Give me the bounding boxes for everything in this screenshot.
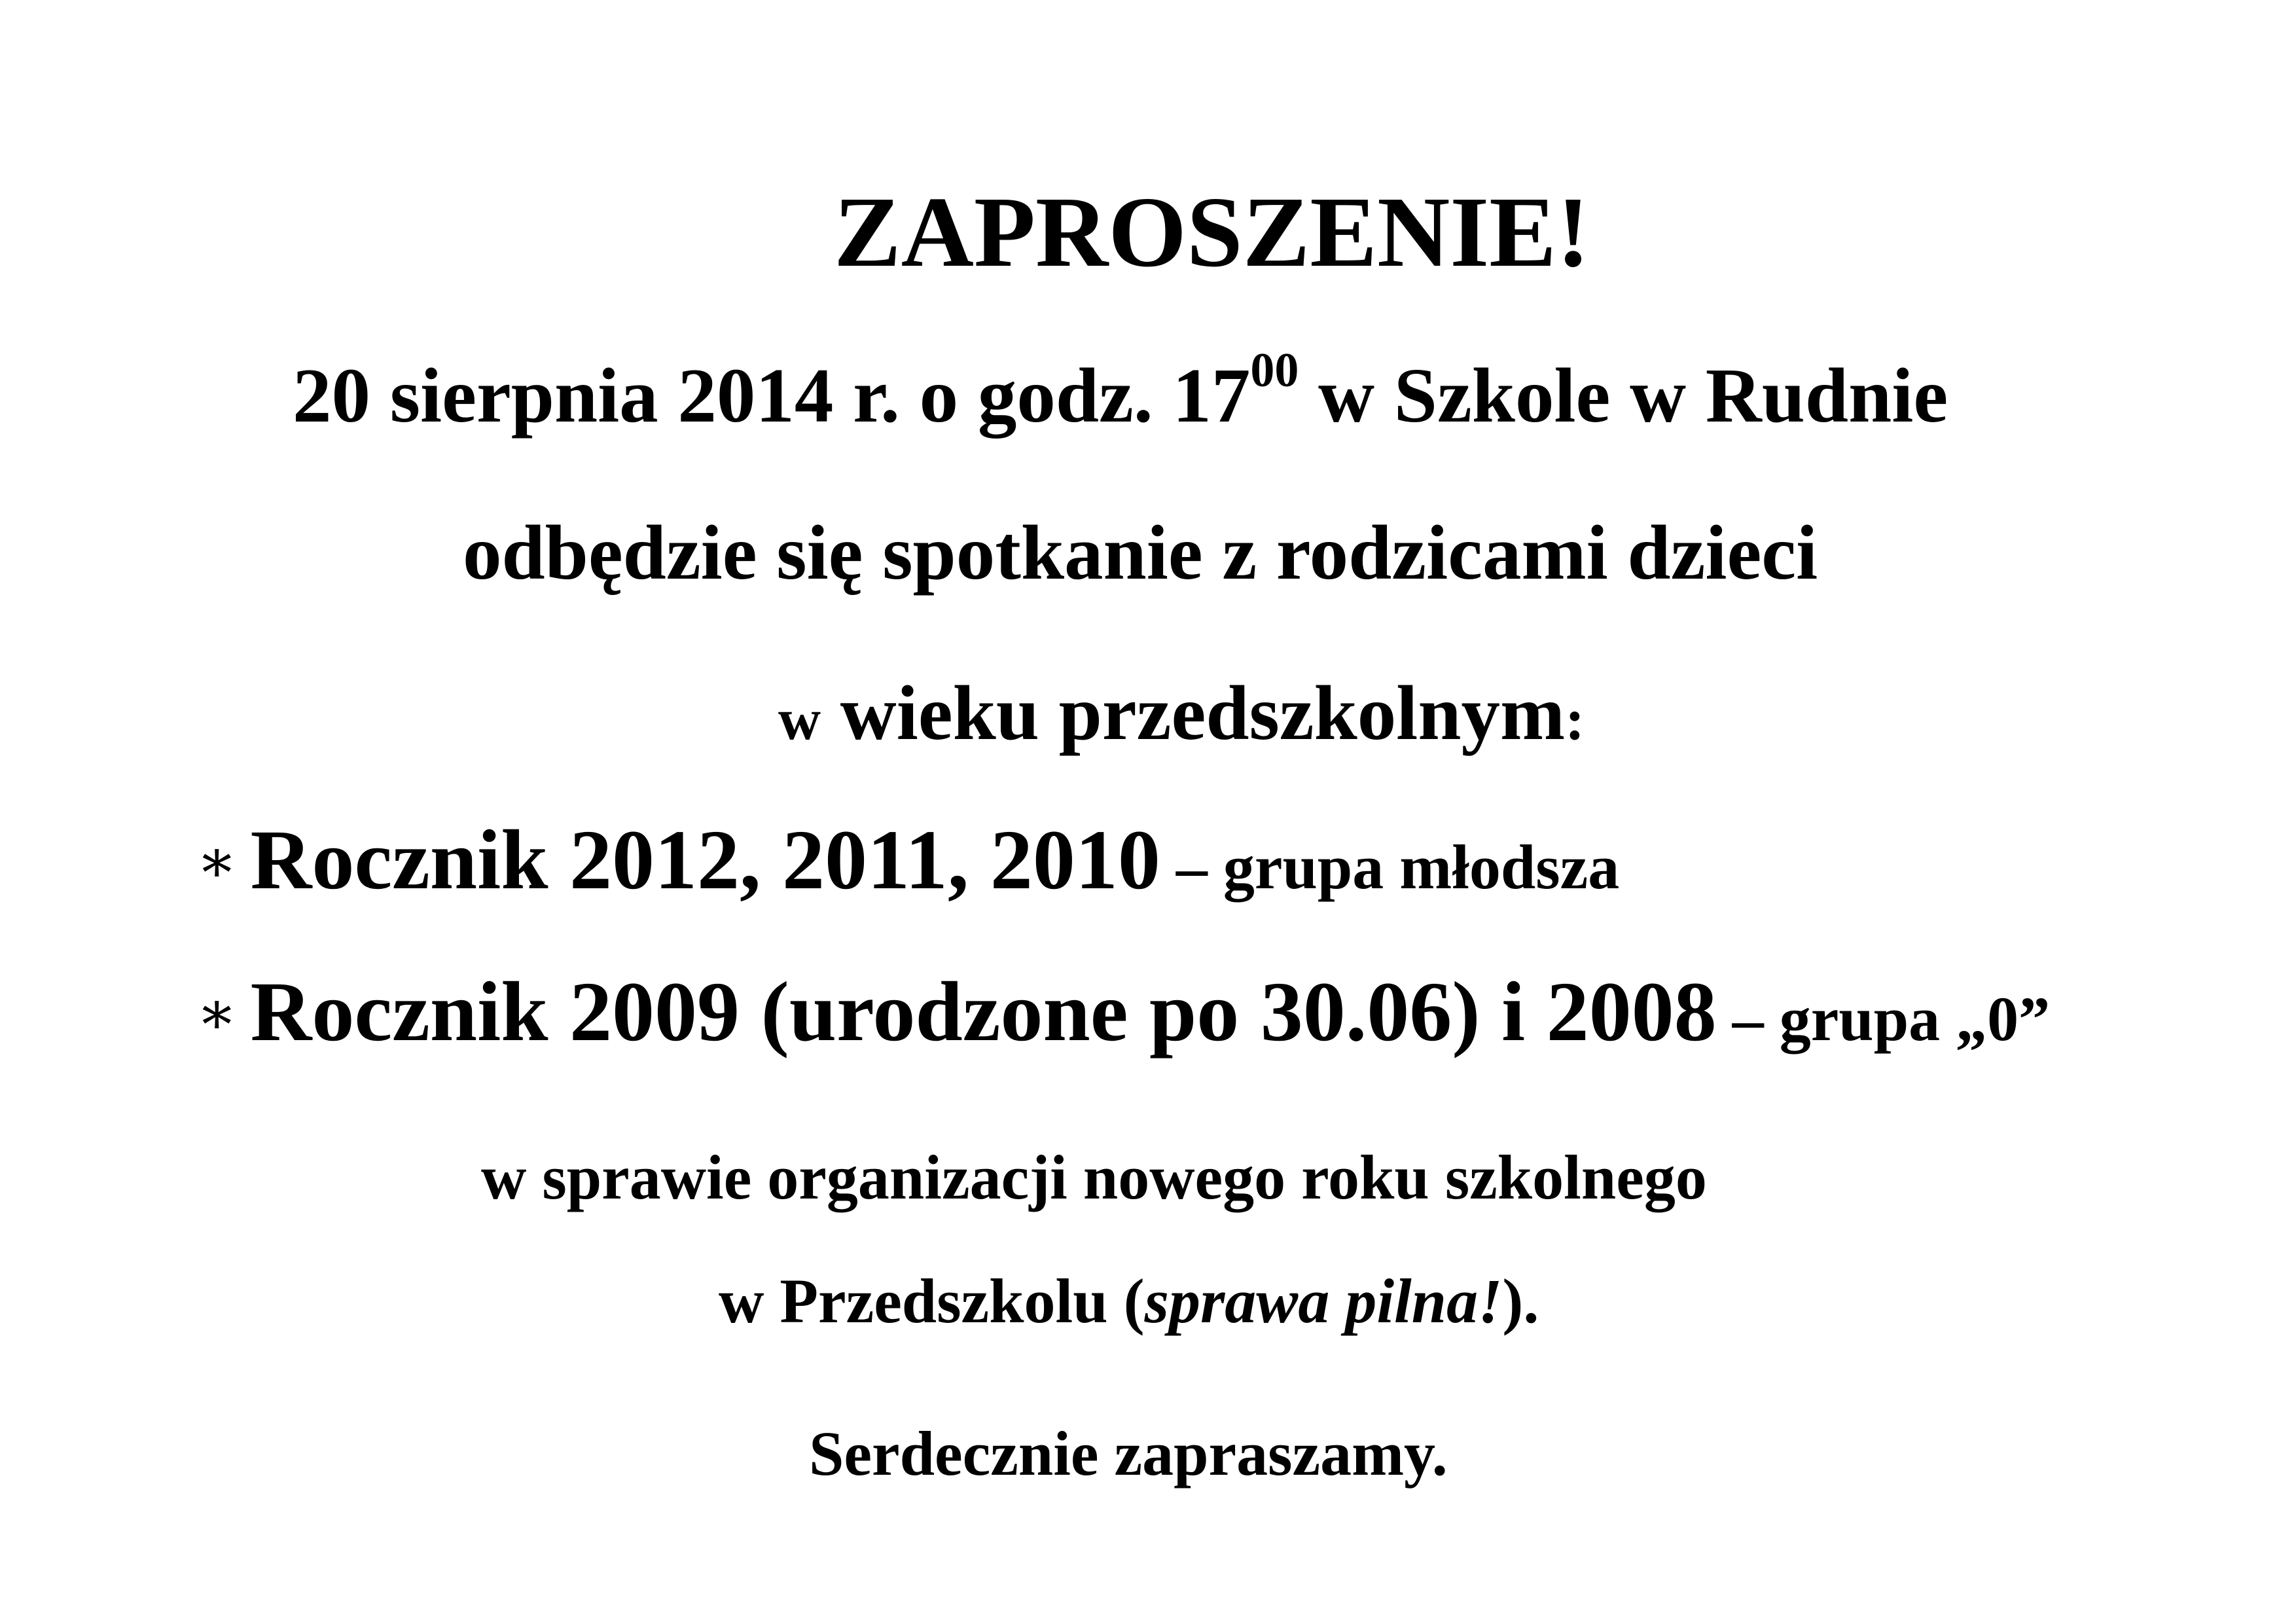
asterisk-bullet-icon: ∗ — [196, 980, 238, 1047]
preschool-text: w Przedszkolu ( — [719, 1266, 1145, 1336]
group-name: – grupa „0” — [1716, 984, 2051, 1054]
age-prefix: w — [778, 687, 821, 752]
age-description — [778, 670, 1585, 756]
invitation-title: ZAPROSZENIE! — [834, 177, 1590, 288]
meeting-place-text: w Szkole w Rudnie — [1299, 352, 1948, 439]
group-item — [196, 813, 1620, 907]
group-years: Rocznik 2009 (urodzone po 30.06) i 2008 — [250, 965, 1717, 1059]
asterisk-bullet-icon: ∗ — [196, 828, 238, 895]
meeting-date-text: 20 sierpnia 2014 r. o godz. 17 — [293, 352, 1251, 439]
meeting-description: odbędzie się spotkanie z rodzicami dzieci — [463, 509, 1818, 596]
preschool-closing-paren: ). — [1502, 1266, 1539, 1336]
group-years: Rocznik 2012, 2011, 2010 — [250, 813, 1160, 907]
age-colon: : — [1565, 687, 1585, 752]
closing-text: Serdecznie zapraszamy. — [809, 1418, 1448, 1489]
urgent-note: sprawa pilna! — [1144, 1266, 1503, 1336]
meeting-purpose: w sprawie organizacji nowego roku szkolnego — [481, 1142, 1707, 1212]
meeting-time-minutes: 00 — [1250, 344, 1299, 397]
group-name: – grupa młodsza — [1160, 832, 1620, 902]
age-main-text: wieku przedszkolnym — [821, 670, 1566, 756]
preschool-note — [719, 1266, 1539, 1336]
group-item — [196, 965, 2051, 1059]
meeting-date-line — [293, 344, 1948, 439]
